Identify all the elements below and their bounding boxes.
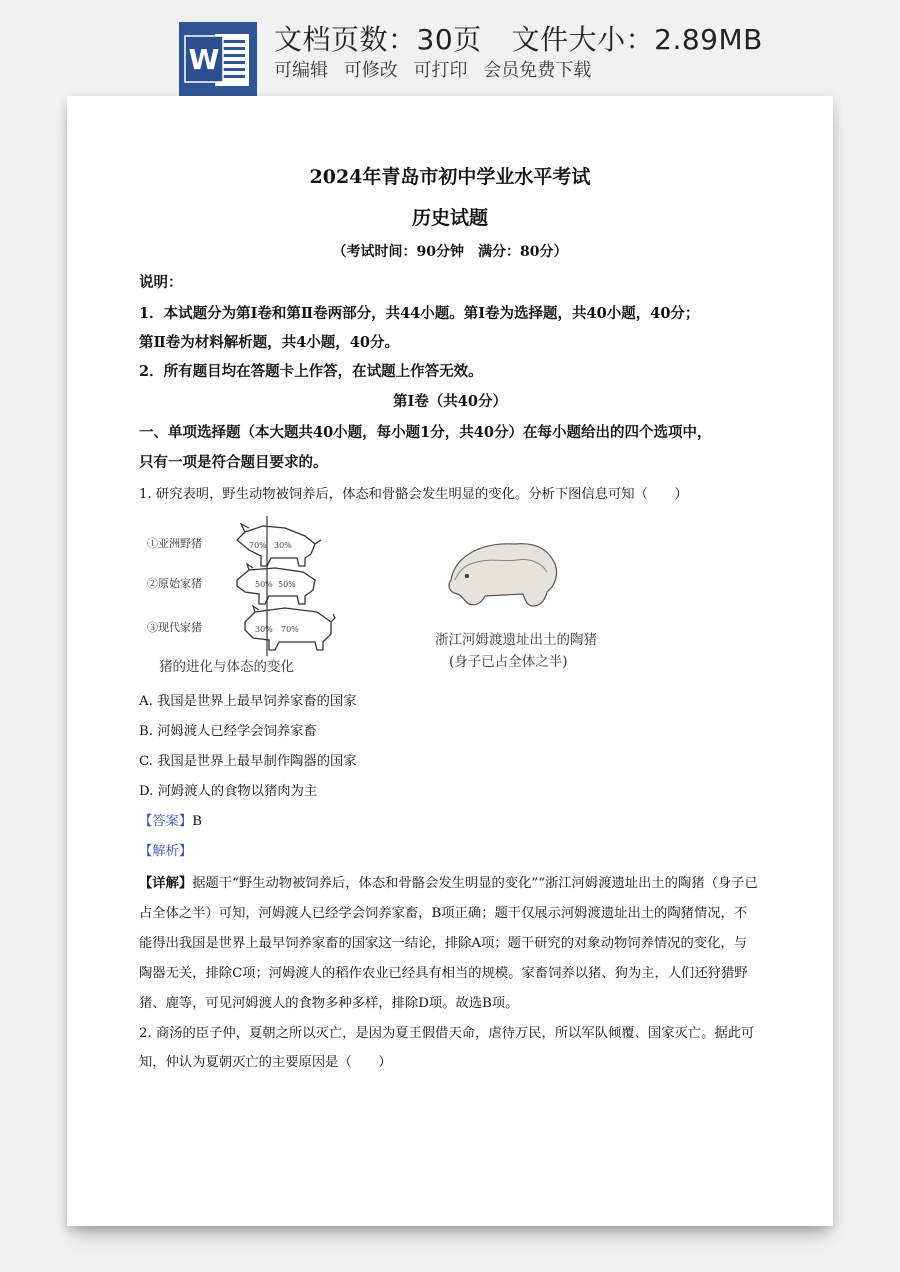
question-1-stem: 1. 研究表明，野生动物被饲养后，体态和骨骼会发生明显的变化。分析下图信息可知（ ）: [139, 487, 688, 502]
ratio-3-head: 30%: [255, 625, 273, 634]
svg-text:W: W: [188, 43, 220, 76]
document-page: [67, 96, 833, 1226]
detail-line-1: [139, 872, 758, 891]
detail-label: 【详解】: [139, 876, 193, 891]
part-1-heading: 第Ⅰ卷（共40分）: [393, 393, 507, 410]
answer-label: 【答案】: [139, 814, 193, 829]
detail-line-4: 陶器无关，排除C项；河姆渡人的稻作农业已经具有相当的规模。家畜饲养以猪、狗为主，人们还狩猎野: [139, 966, 748, 981]
detail-line-3: 能得出我国是世界上最早饲养家畜的国家这一结论，排除A项；题干研究的对象动物饲养情况的变化，与: [139, 936, 747, 951]
figure-label-2: ②原始家猪: [147, 577, 202, 590]
pig-evolution-diagram: [147, 516, 335, 675]
modifiable-tag: 可修改: [343, 60, 398, 81]
answer-line: [139, 810, 202, 829]
word-document-icon: [179, 22, 257, 96]
figure-left-caption: 猪的进化与体态的变化: [159, 659, 294, 675]
note-1-line-1: 1．本试题分为第Ⅰ卷和第Ⅱ卷两部分，共44小题。第Ⅰ卷为选择题，共40小题，40分；: [139, 305, 700, 322]
ratio-3-body: 70%: [281, 625, 299, 634]
ratio-2-head: 50%: [255, 580, 273, 589]
figure-label-1: ①亚洲野猪: [147, 537, 202, 550]
question-1-option-d: D. 河姆渡人的食物以猪肉为主: [139, 784, 318, 799]
question-1-option-a: A. 我国是世界上最早饲养家畜的国家: [139, 694, 357, 709]
banner-title: [274, 18, 763, 58]
exam-title: 2024年青岛市初中学业水平考试: [309, 166, 591, 188]
ratio-1-body: 30%: [274, 541, 292, 550]
answer-value: B: [192, 814, 202, 829]
section-1-line-1: 一、单项选择题（本大题共40小题，每小题1分，共40分）在每小题给出的四个选项中，: [139, 424, 712, 441]
analysis-label: 【解析】: [139, 844, 193, 859]
page-count-label: 文档页数：30页: [274, 23, 482, 56]
ratio-1-head: 70%: [249, 541, 267, 550]
file-size-label: 文件大小：2.89MB: [511, 23, 763, 56]
pottery-pig-panel: [435, 544, 597, 670]
note-2: 2．所有题目均在答题卡上作答，在试题上作答无效。: [139, 363, 483, 380]
question-1-option-b: B. 河姆渡人已经学会饲养家畜: [139, 724, 317, 739]
pottery-pig-illustration: [449, 544, 557, 606]
exam-meta: （考试时间：90分钟 满分：80分）: [332, 244, 568, 260]
section-1-line-2: 只有一项是符合题目要求的。: [139, 454, 328, 471]
printable-tag: 可打印: [413, 60, 468, 81]
detail-line-5: 猪、鹿等，可见河姆渡人的食物多种多样，排除D项。故选B项。: [139, 996, 519, 1011]
detail-line-2: 占全体之半）可知，河姆渡人已经学会饲养家畜，B项正确；题干仅展示河姆渡遗址出土的陶猪情况，不: [139, 906, 748, 921]
detail-text-1: 据题干“野生动物被饲养后，体态和骨骼会发生明显的变化”“浙江河姆渡遗址出土的陶猪（身子已: [192, 876, 758, 891]
exam-subject: 历史试题: [411, 207, 488, 229]
member-download-tag: 会员免费下载: [483, 60, 592, 81]
figure-right-caption-line-2: (身子已占全体之半): [449, 654, 568, 670]
question-2-line-1: 2. 商汤的臣子仲，夏朝之所以灭亡，是因为夏王假借天命，虐待万民，所以军队倾覆、国家灭亡。据此可: [139, 1026, 755, 1041]
figure-label-3: ③现代家猪: [147, 621, 202, 634]
download-banner: [0, 0, 900, 96]
figure-right-caption-line-1: 浙江河姆渡遗址出土的陶猪: [435, 632, 597, 648]
question-2-line-2: 知，仲认为夏朝灭亡的主要原因是（ ）: [139, 1055, 392, 1070]
note-1-line-2: 第Ⅱ卷为材料解析题，共4小题，40分。: [139, 334, 399, 351]
question-1-option-c: C. 我国是世界上最早制作陶器的国家: [139, 754, 357, 769]
banner-actions: [274, 56, 601, 82]
ratio-2-body: 50%: [278, 580, 296, 589]
notes-heading: 说明：: [139, 274, 183, 291]
editable-tag: 可编辑: [274, 60, 328, 81]
primitive-pig-illustration: [237, 564, 315, 604]
question-1-figure: [145, 514, 597, 684]
